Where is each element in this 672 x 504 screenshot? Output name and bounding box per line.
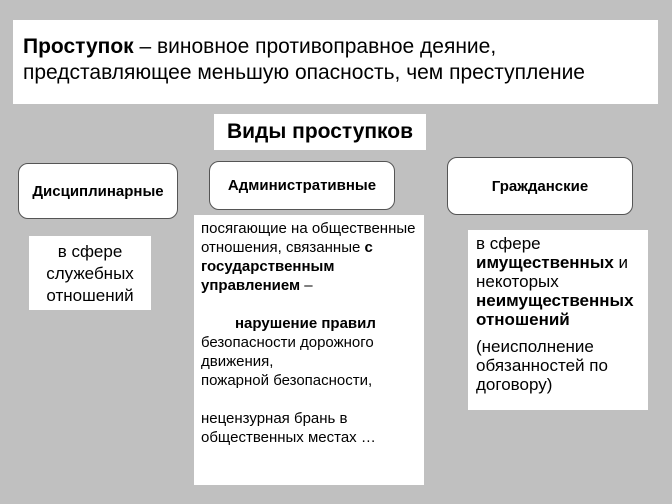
- administrative-profanity: нецензурная брань в общественных местах …: [201, 410, 376, 446]
- civil-description: [468, 230, 648, 410]
- administrative-violation-heading: нарушение правил: [235, 315, 376, 332]
- category-civil: Гражданские: [447, 157, 633, 215]
- civil-note: (неисполнение обязанностей по договору): [476, 337, 608, 394]
- civil-sphere: в сфере имущественных и некоторых неимущественных отношений: [476, 234, 634, 329]
- category-disciplinary: Дисциплинарные: [18, 163, 178, 219]
- diagram-title: Виды проступков: [214, 114, 426, 150]
- definition-term: Проступок: [23, 35, 134, 58]
- administrative-description: [194, 215, 424, 485]
- definition-text: – виновное противоправное деяние, представляющее меньшую опасность, чем преступление: [23, 35, 585, 84]
- category-administrative: Административные: [209, 161, 395, 210]
- definition-box: [13, 20, 658, 104]
- administrative-fire: пожарной безопасности,: [201, 372, 373, 389]
- administrative-sphere: посягающие на общественные отношения, связанные с государственным управлением –: [201, 220, 416, 294]
- disciplinary-description: в сфере служебных отношений: [29, 236, 151, 310]
- administrative-traffic: безопасности дорожного движения,: [201, 334, 374, 370]
